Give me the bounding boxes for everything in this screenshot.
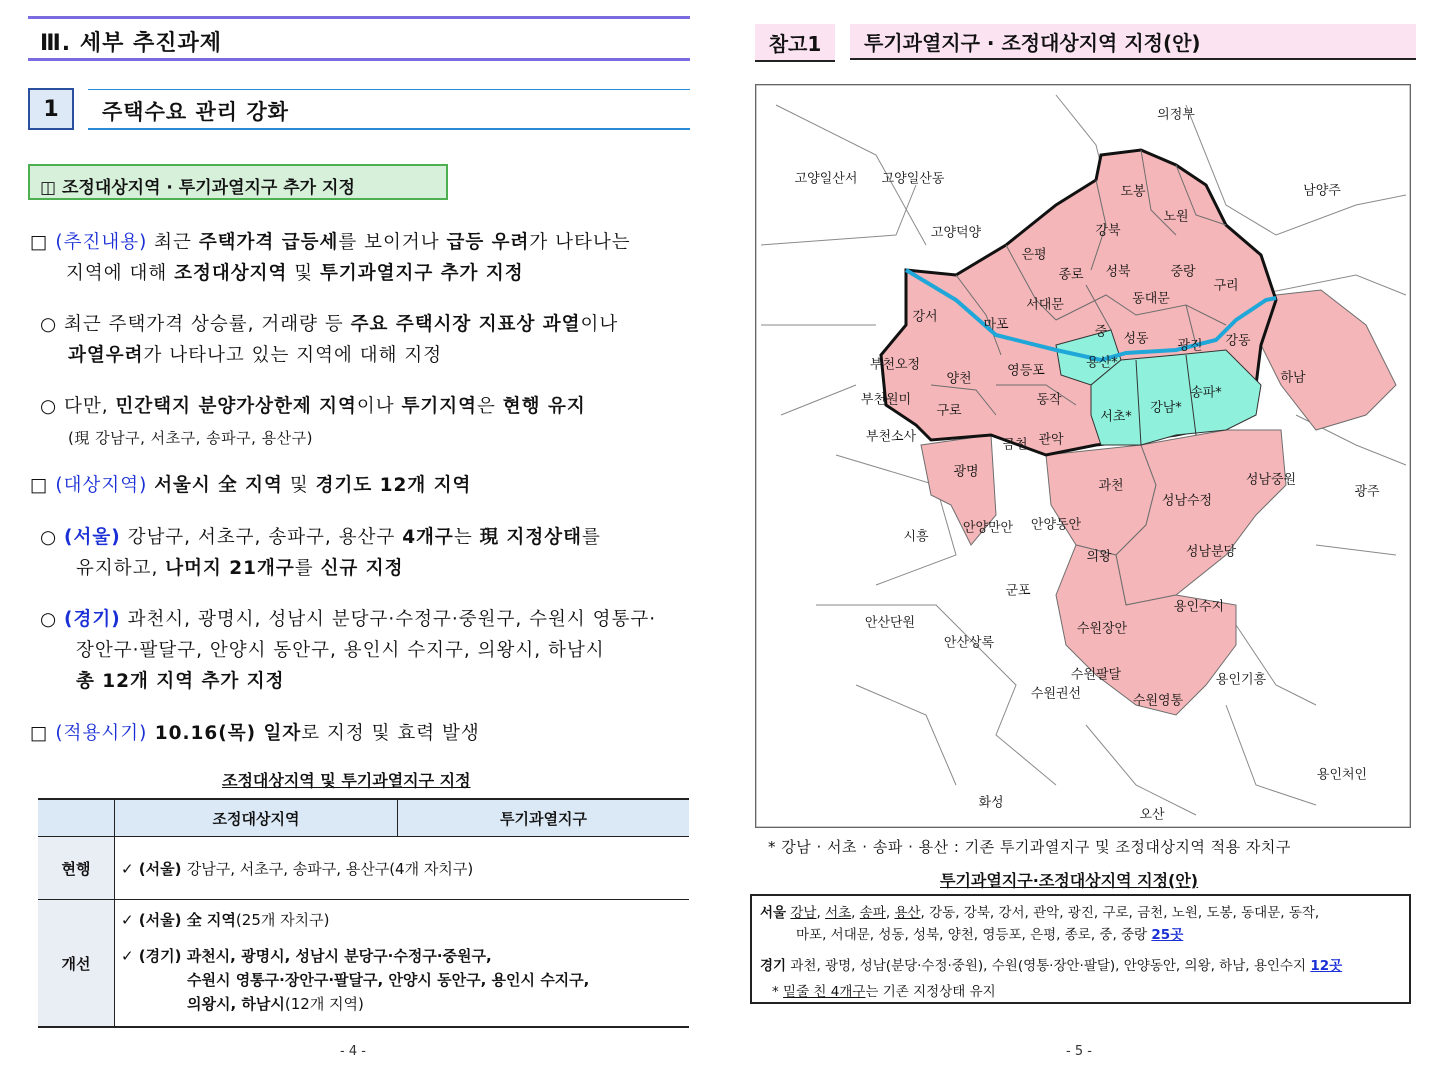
tag-timing: (적용시기) xyxy=(55,723,148,744)
text: , 강동, 강북, 강서, 관악, 광진, 구로, 금천, 노원, 도봉, 동대문, 동작, xyxy=(920,905,1320,921)
text: 다만, xyxy=(64,396,116,417)
tag-seoul: (서울) xyxy=(64,527,121,548)
table-title: 조정대상지역 및 투기과열지구 지정 xyxy=(222,771,471,790)
map-label: 부천원미 xyxy=(860,392,912,408)
top-rule xyxy=(28,16,690,19)
text: 최근 xyxy=(147,232,199,253)
paragraph-seoul xyxy=(40,522,695,584)
map-label: 서대문 xyxy=(1026,297,1064,313)
text: 는 xyxy=(453,527,480,548)
text-underlined: 밑줄 친 4개구 xyxy=(783,984,866,1000)
text-bold: ✓ (서울) 全 지역 xyxy=(121,911,236,929)
map-label: 성동 xyxy=(1123,331,1149,347)
text-bold: 급등 우려 xyxy=(446,232,530,253)
text: 마포, 서대문, 성동, 성북, 양천, 영등포, 은평, 종로, 중, 중랑 xyxy=(796,927,1152,943)
map-label: 용인수지 xyxy=(1173,599,1225,615)
text-bold: 경기도 12개 지역 xyxy=(315,475,472,496)
map-label: 안산상록 xyxy=(943,635,995,651)
text: 및 xyxy=(282,475,316,496)
checkbox-icon: □ xyxy=(30,723,56,744)
circle-bullet-icon: ○ xyxy=(40,527,65,548)
map-label: 성북 xyxy=(1105,264,1131,280)
map-label: 마포 xyxy=(983,317,1009,333)
text-bold: 투기과열지구 추가 지정 xyxy=(320,263,524,284)
map-label: 서초* xyxy=(1100,409,1132,425)
tag-gyeonggi: (경기) xyxy=(64,609,121,630)
table-row xyxy=(38,837,689,900)
map-label: 수원장안 xyxy=(1076,621,1128,637)
map-label: 동작 xyxy=(1036,392,1062,408)
text: (25개 자치구) xyxy=(235,911,330,929)
text-bold: 수원시 영통구·장안구·팔달구, 안양시 동안구, 용인시 수지구, xyxy=(187,971,590,989)
text-bold: 현행 유지 xyxy=(502,396,586,417)
map-footnote: * 강남 · 서초 · 송파 · 용산 : 기존 투기과열지구 및 조정대상지역 적용 자치구 xyxy=(768,838,1291,856)
paragraph-gyeonggi xyxy=(40,604,695,697)
map-label: 안산단원 xyxy=(864,615,916,631)
text-bold: ✓ (경기) 과천시, 광명시, 성남시 분당구·수정구·중원구, xyxy=(121,947,492,965)
map-label: 구로 xyxy=(936,403,962,419)
map-label: 광명 xyxy=(953,464,979,480)
text: 가 나타나고 있는 지역에 대해 지정 xyxy=(143,345,443,366)
text: (12개 지역) xyxy=(284,995,364,1013)
box-icon: ◫ xyxy=(40,178,62,198)
map-label: 종로 xyxy=(1058,267,1084,283)
map-label: 용인처인 xyxy=(1316,767,1368,783)
map-label: 성남분당 xyxy=(1185,544,1237,560)
summary-note xyxy=(772,980,996,1000)
text-bold: 서울시 全 지역 xyxy=(154,475,283,496)
paragraph-overheat xyxy=(40,309,695,371)
circle-bullet-icon: ○ xyxy=(40,314,65,335)
subsection-rule-top xyxy=(88,89,690,90)
map-label: 부천오정 xyxy=(869,357,921,373)
underlined-district: 용산 xyxy=(894,905,921,921)
column-header: 조정대상지역 xyxy=(115,799,398,837)
row-label-seoul: 서울 xyxy=(760,905,787,921)
text-bold: ✓ (서울) xyxy=(121,859,187,878)
text-bold: 신규 지정 xyxy=(320,558,404,579)
map-label: 고양일산서 xyxy=(794,171,858,187)
row-label-gyeonggi: 경기 xyxy=(760,958,787,974)
map-label: 금천 xyxy=(1002,437,1028,453)
text: 강남구, 서초구, 송파구, 용산구 xyxy=(120,527,403,548)
page-number: - 5 - xyxy=(1066,1044,1092,1059)
paragraph-timing xyxy=(30,718,695,749)
text-bold: 조정대상지역 xyxy=(174,263,288,284)
designation-map xyxy=(755,84,1411,828)
text: 를 보이거나 xyxy=(338,232,447,253)
text: 는 기존 지정상태 유지 xyxy=(865,984,996,1000)
map-label: 시흥 xyxy=(903,529,929,545)
map-label: 안양만안 xyxy=(962,520,1014,536)
topic-box-label: 조정대상지역 · 투기과열지구 추가 지정 xyxy=(61,178,355,198)
column-header: 투기과열지구 xyxy=(398,799,690,837)
map-label: 광진 xyxy=(1177,338,1203,354)
map-label: 고양일산동 xyxy=(881,171,945,187)
gyeonggi-row xyxy=(760,954,1408,974)
circle-bullet-icon: ○ xyxy=(40,609,65,630)
row-header: 개선 xyxy=(38,900,115,1028)
map-label: 수원권선 xyxy=(1030,686,1082,702)
subsection-title: 주택수요 관리 강화 xyxy=(102,100,289,124)
text-bold: 現 지정상태 xyxy=(479,527,583,548)
map-label: 수원팔달 xyxy=(1070,667,1122,683)
paragraph-content xyxy=(30,227,695,289)
text: 및 xyxy=(287,263,320,284)
checkbox-icon: □ xyxy=(30,475,56,496)
table-cell xyxy=(115,837,690,900)
page-number: - 4 - xyxy=(340,1044,366,1059)
table-header-row xyxy=(38,799,689,837)
table-corner xyxy=(38,799,115,837)
section-rule xyxy=(28,58,690,61)
map-label: 노원 xyxy=(1163,209,1189,225)
text: * xyxy=(772,984,784,1000)
seoul-count: 25곳 xyxy=(1151,927,1184,943)
text: 과천시, 광명시, 성남시 분당구·수정구·중원구, 수원시 영통구· xyxy=(120,609,657,630)
map-label: 수원영통 xyxy=(1132,693,1184,709)
text: 장안구·팔달구, 안양시 동안구, 용인시 수지구, 의왕시, 하남시 xyxy=(76,640,605,661)
text: 지역에 대해 xyxy=(66,263,175,284)
map-label: 구리 xyxy=(1213,278,1239,294)
map-label: 관악 xyxy=(1038,432,1064,448)
map-label: 양천 xyxy=(946,371,972,387)
map-label: 광주 xyxy=(1354,484,1380,500)
text-bold: 주요 주택시장 지표상 과열 xyxy=(350,314,581,335)
section-title: Ⅲ. 세부 추진과제 xyxy=(40,31,222,56)
map-label: 화성 xyxy=(978,795,1004,811)
summary-box-title: 투기과열지구·조정대상지역 지정(안) xyxy=(940,871,1199,890)
map-label: 도봉 xyxy=(1120,184,1146,200)
paragraph-exception xyxy=(40,391,695,422)
table-row xyxy=(38,900,689,1028)
text-bold: 의왕시, 하남시 xyxy=(187,995,285,1013)
map-label: 은평 xyxy=(1021,247,1047,263)
text-bold: 총 12개 지역 추가 지정 xyxy=(76,671,285,692)
text: 은 xyxy=(477,396,503,417)
text: 최근 주택가격 상승률, 거래량 등 xyxy=(64,314,351,335)
text-bold: 4개구 xyxy=(402,527,454,548)
table-cell xyxy=(115,900,690,1028)
map-label: 성남수정 xyxy=(1161,493,1213,509)
exception-note: (現 강남구, 서초구, 송파구, 용산구) xyxy=(68,429,313,447)
map-label: 의정부 xyxy=(1157,107,1195,123)
text: 를 xyxy=(582,527,601,548)
map-label: 남양주 xyxy=(1303,183,1341,199)
text-bold: 투기지역 xyxy=(401,396,477,417)
map-label: 강북 xyxy=(1095,223,1121,239)
text-bold: 10.16(목) 일자 xyxy=(147,723,302,744)
tag-content: (추진내용) xyxy=(55,232,148,253)
map-label: 하남 xyxy=(1280,370,1306,386)
map-label: 고양덕양 xyxy=(930,225,982,241)
map-label: 과천 xyxy=(1098,478,1124,494)
checkbox-icon: □ xyxy=(30,232,56,253)
map-label: 의왕 xyxy=(1086,549,1112,565)
underlined-district: 강남 xyxy=(790,905,817,921)
text-bold: 과열우려 xyxy=(68,345,144,366)
underlined-district: 송파 xyxy=(859,905,886,921)
summary-box xyxy=(750,894,1411,1004)
reference-title: 투기과열지구 · 조정대상지역 지정(안) xyxy=(850,24,1416,60)
text: 강남구, 서초구, 송파구, 용산구(4개 자치구) xyxy=(186,859,474,878)
topic-box xyxy=(28,164,448,200)
map-label: 동대문 xyxy=(1132,291,1170,307)
map-label: 강동 xyxy=(1225,333,1251,349)
area-hanam xyxy=(1261,290,1396,430)
gyeonggi-count: 12곳 xyxy=(1310,958,1343,974)
designation-table xyxy=(38,798,689,1028)
subsection-rule-bottom xyxy=(88,128,690,130)
map-label: 용인기흥 xyxy=(1215,672,1267,688)
row-header: 현행 xyxy=(38,837,115,900)
text: 이나 xyxy=(580,314,619,335)
text-bold: 민간택지 분양가상한제 지역 xyxy=(115,396,357,417)
reference-label: 참고1 xyxy=(755,24,835,62)
map-label: 군포 xyxy=(1005,583,1031,599)
text: 이나 xyxy=(356,396,402,417)
text: 를 xyxy=(294,558,321,579)
tag-target: (대상지역) xyxy=(55,475,148,496)
map-label: 안양동안 xyxy=(1030,517,1082,533)
map-label: 중 xyxy=(1094,324,1108,340)
text-bold: 주택가격 급등세 xyxy=(198,232,339,253)
map-label: 용산* xyxy=(1086,355,1118,371)
map-label: 송파* xyxy=(1190,385,1222,401)
map-label: 강남* xyxy=(1150,400,1182,416)
map-label: 오산 xyxy=(1139,807,1165,823)
circle-bullet-icon: ○ xyxy=(40,396,65,417)
underlined-district: 서초 xyxy=(825,905,852,921)
text: 유지하고, xyxy=(76,558,166,579)
text: 로 지정 및 효력 발생 xyxy=(301,723,480,744)
map-label: 강서 xyxy=(912,309,938,325)
text: 과천, 광명, 성남(분당·수정·중원), 수원(영통·장안·팔달), 안양동안, 의왕, 하남, 용인수지 xyxy=(786,958,1311,974)
text-bold: 나머지 21개구 xyxy=(165,558,295,579)
subsection-number: 1 xyxy=(28,88,74,130)
map-label: 영등포 xyxy=(1007,363,1045,379)
text: 가 나타나는 xyxy=(529,232,631,253)
paragraph-target xyxy=(30,470,695,501)
map-label: 성남중원 xyxy=(1245,472,1297,488)
map-label: 부천소사 xyxy=(865,429,917,445)
map-label: 중랑 xyxy=(1170,264,1196,280)
seoul-row: 서울 강남, 서초, 송파, 용산, 강동, 강북, 강서, 관악, 광진, 구로, 금천, 노원, 도봉, 동대문, 동작, 마포, 서대문, 성동, 성북, 양천, 영등포, 은평, 종로, 중, 중랑 25곳 xyxy=(760,905,1320,943)
